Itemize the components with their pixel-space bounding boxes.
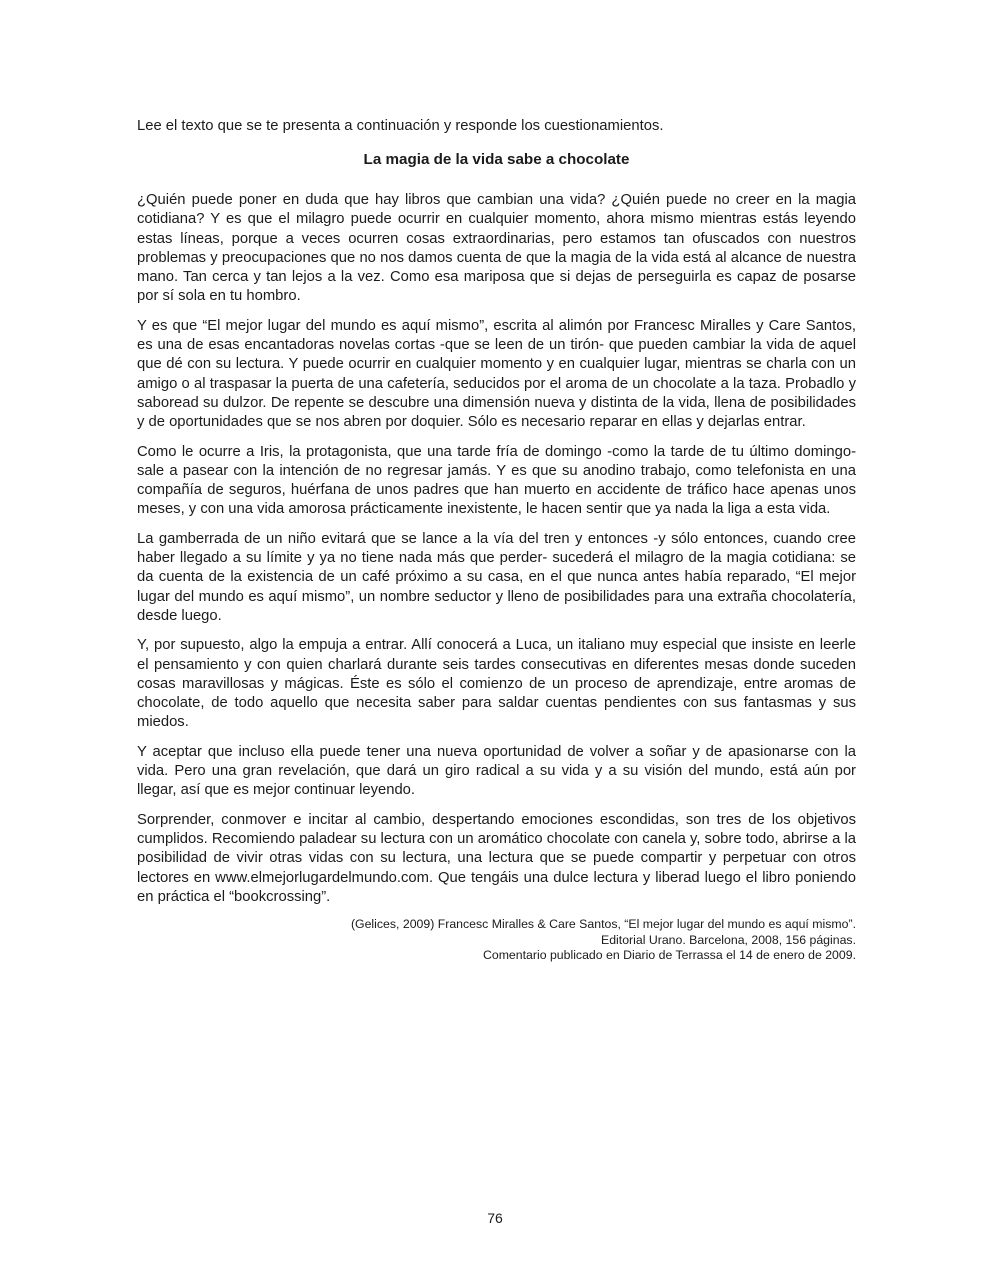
body-paragraph: Y aceptar que incluso ella puede tener una nueva oportunidad de volver a soñar y de apasionarse con la vida. Pero una gran revelación, que dará un giro radical a su vida y a su visión del mundo, está aún por llegar, así que es mejor continuar leyendo. [137, 743, 856, 799]
body-paragraph: Y, por supuesto, algo la empuja a entrar. Allí conocerá a Luca, un italiano muy especial que insiste en leerle el pensamiento y con quien charlará durante seis tardes consecutivas en diferentes mesas donde suceden cosas maravillosas y mágicas. Éste es sólo el comienzo de un proceso de aprendizaje, entre aromas de chocolate, de todo aquello que necesita saber para saldar cuentas pendientes con sus fantasmas y sus miedos. [137, 637, 856, 731]
page-number: 76 [487, 1210, 503, 1226]
body-paragraph: Y es que “El mejor lugar del mundo es aquí mismo”, escrita al alimón por Francesc Miralles y Care Santos, es una de esas encantadoras novelas cortas -que se leen de un tirón- que pueden cambiar la vida de aquel que dé con su lectura. Y puede ocurrir en cualquier momento y en cualquier lugar, mientras se charla con un amigo o al traspasar la puerta de una cafetería, seducidos por el aroma de un chocolate a la taza. Probadlo y saboread su dulzor. De repente se descubre una dimensión nueva y distinta de la vida, llena de posibilidades y de oportunidades que se nos abren por doquier. Sólo es necesario reparar en ellas y dejarlas entrar. [137, 317, 856, 431]
citation-block [137, 917, 856, 964]
citation-line: (Gelices, 2009) Francesc Miralles & Care Santos, “El mejor lugar del mundo es aquí mismo”. [350, 917, 856, 932]
body-paragraph: La gamberrada de un niño evitará que se lance a la vía del tren y entonces -y sólo entonces, cuando cree haber llegado a su límite y ya no tiene nada más que perder- sucederá el milagro de la magia cotidiana: se da cuenta de la existencia de un café próximo a su casa, en el que nunca antes había reparado, “El mejor lugar del mundo es aquí mismo”, un nombre seductor y lleno de posibilidades para una extraña chocolatería, desde luego. [137, 530, 856, 624]
body-paragraphs [137, 191, 856, 907]
body-paragraph: Como le ocurre a Iris, la protagonista, que una tarde fría de domingo -como la tarde de tu último domingo- sale a pasear con la intención de no regresar jamás. Y es que su anodino trabajo, como telefonista en una compañía de seguros, huérfana de unos padres que han muerto en accidente de tráfico hace apenas unos meses, y con una vida amorosa prácticamente inexistente, le hacen sentir que ya nada la liga a esta vida. [137, 443, 856, 518]
citation-line: Comentario publicado en Diario de Terrassa el 14 de enero de 2009. [482, 948, 856, 963]
instruction-line: Lee el texto que se te presenta a continuación y responde los cuestionamientos. [137, 118, 664, 134]
citation-line: Editorial Urano. Barcelona, 2008, 156 páginas. [601, 932, 856, 947]
document-title: La magia de la vida sabe a chocolate [363, 151, 630, 168]
body-paragraph: Sorprender, conmover e incitar al cambio, despertando emociones escondidas, son tres de los objetivos cumplidos. Recomiendo paladear su lectura con un aromático chocolate con canela y, sobre todo, abrirse a la posibilidad de vivir otras vidas con su lectura, una lectura que se puede compartir y perpetuar con otros lectores en www.elmejorlugardelmundo.com. Que tengáis una dulce lectura y liberad luego el libro poniendo en práctica el “bookcrossing”. [137, 811, 856, 905]
body-paragraph: ¿Quién puede poner en duda que hay libros que cambian una vida? ¿Quién puede no creer en la magia cotidiana? Y es que el milagro puede ocurrir en cualquier momento, ahora mismo mientras estás leyendo estas líneas, porque a veces ocurren cosas extraordinarias, pero estamos tan ofuscados con nuestros problemas y preocupaciones que no nos damos cuenta de que la magia de la vida está al alcance de nuestra mano. Tan cerca y tan lejos a la vez. Como esa mariposa que si dejas de perseguirla es capaz de posarse por sí sola en tu hombro. [137, 192, 856, 305]
text-column [137, 117, 856, 964]
